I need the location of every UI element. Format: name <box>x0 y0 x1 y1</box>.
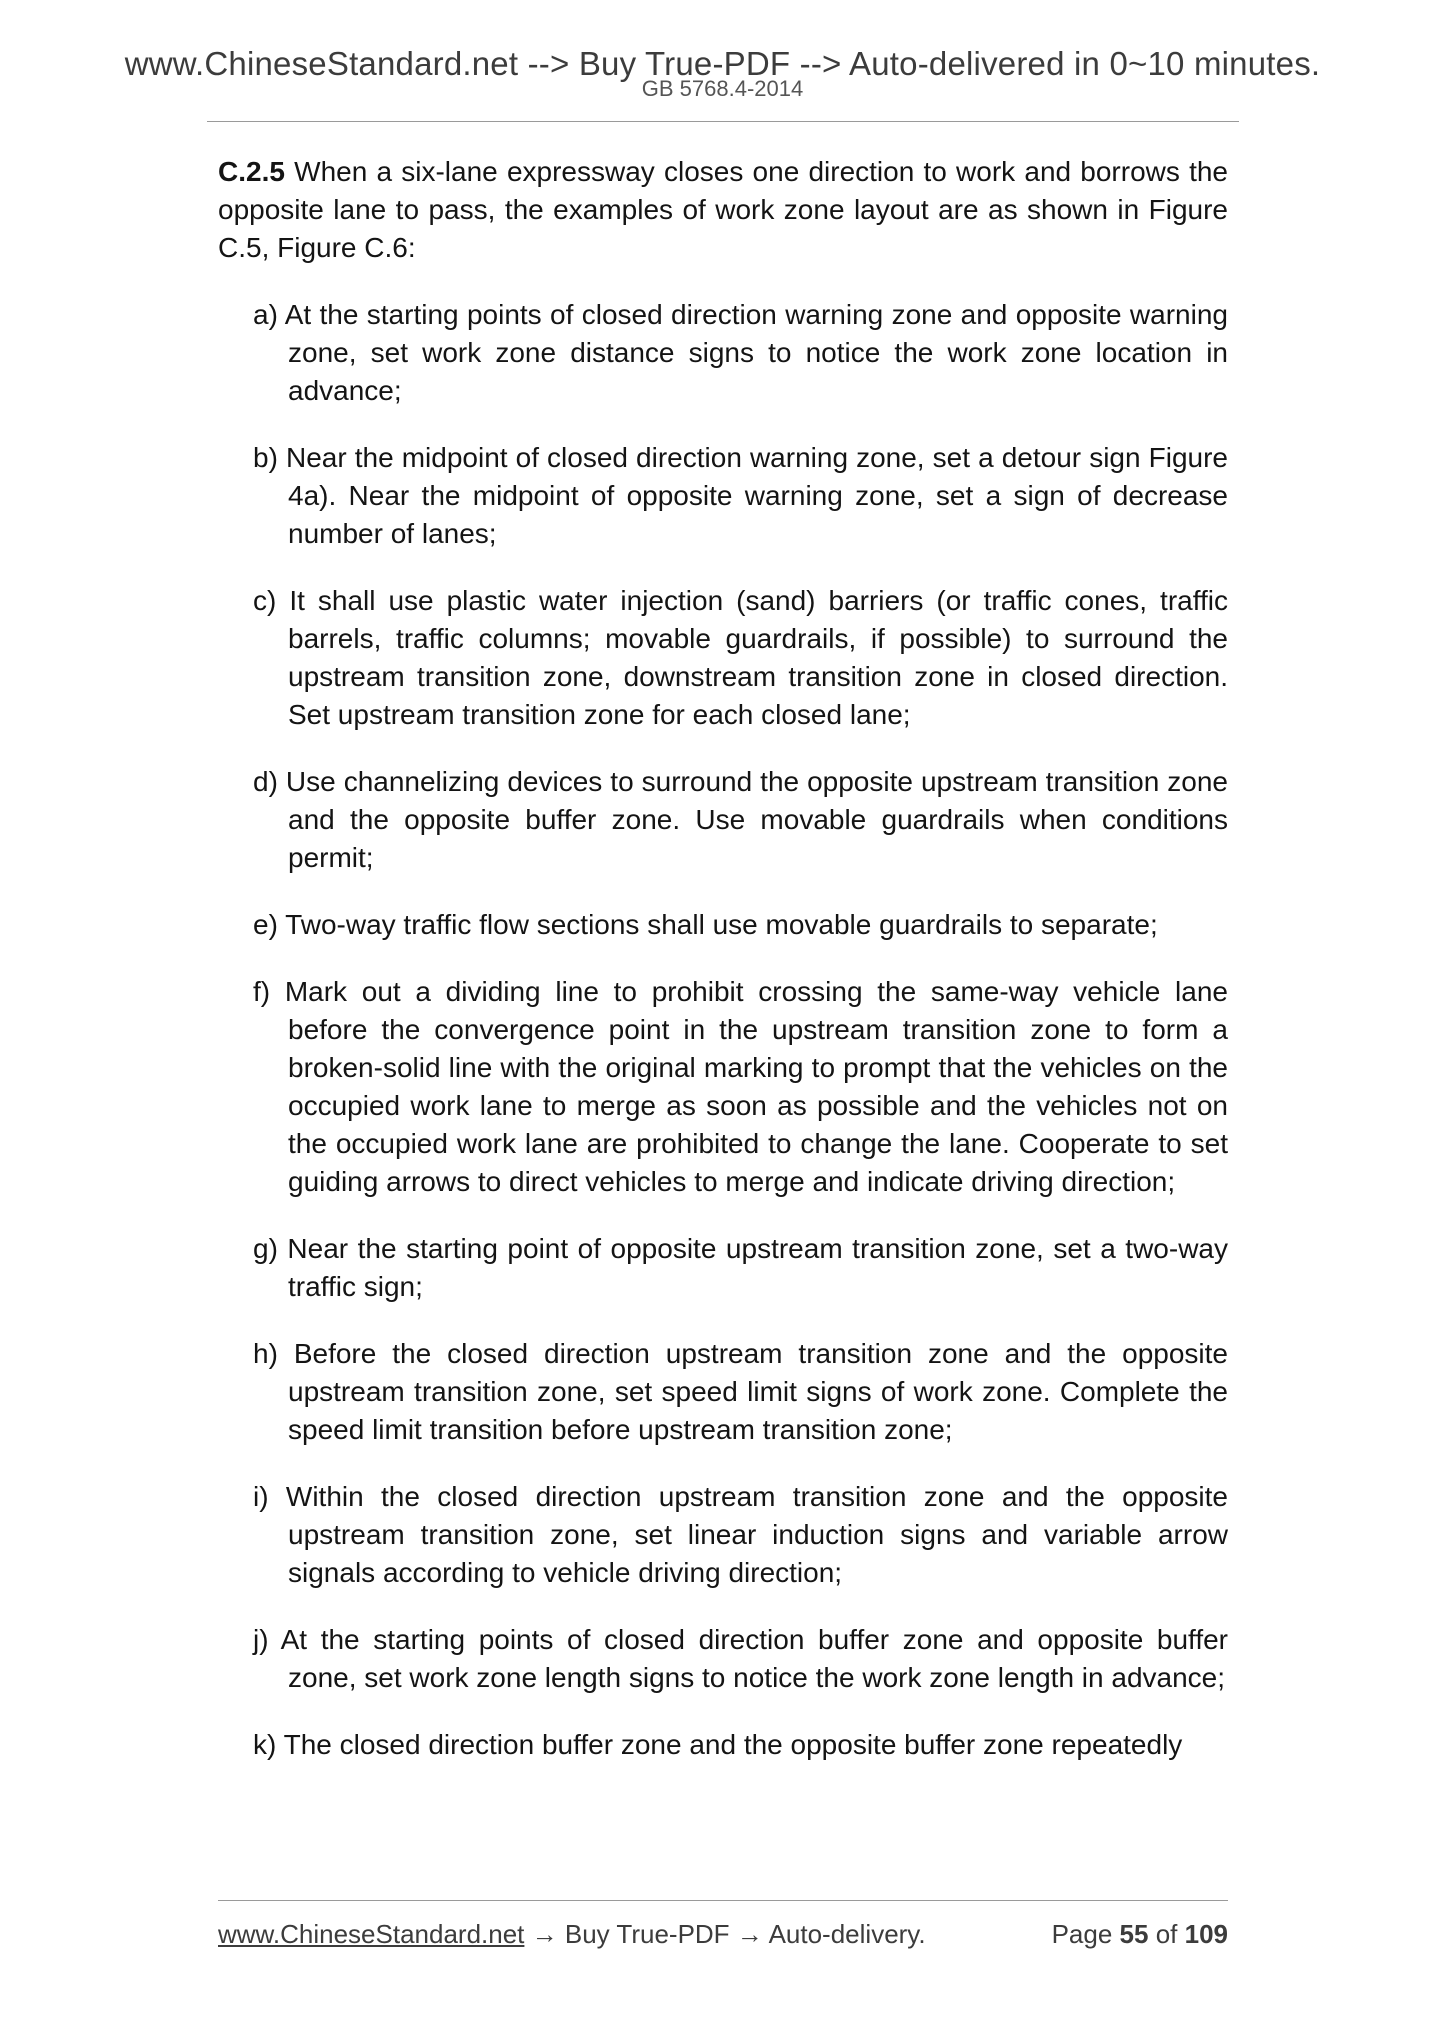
page-total: 109 <box>1184 1919 1228 1949</box>
page-footer <box>218 1918 1228 1950</box>
list-item: k) The closed direction buffer zone and the opposite buffer zone repeatedly <box>253 1729 1183 1760</box>
section-number: C.2.5 <box>218 156 285 187</box>
list-item: g) Near the starting point of opposite upstream transition zone, set a two-way traffic sign; <box>253 1233 1228 1302</box>
list-item: d) Use channelizing devices to surround the opposite upstream transition zone and the opposite buffer zone. Use movable guardrails when conditions permit; <box>253 766 1228 873</box>
section-text: When a six-lane expressway closes one direction to work and borrows the opposite lane to pass, the examples of work zone layout are as shown in Figure C.5, Figure C.6: <box>218 156 1228 263</box>
list-item: a) At the starting points of closed direction warning zone and opposite warning zone, set work zone distance signs to notice the work zone location in advance; <box>253 299 1228 406</box>
list-item: i) Within the closed direction upstream transition zone and the opposite upstream transition zone, set linear induction signs and variable arrow signals according to vehicle driving direction; <box>253 1481 1228 1588</box>
list-item: h) Before the closed direction upstream transition zone and the opposite upstream transition zone, set speed limit signs of work zone. Complete the speed limit transition before upstream transition zone; <box>253 1338 1228 1445</box>
page-indicator <box>1052 1918 1228 1950</box>
header-banner: www.ChineseStandard.net --> Buy True-PDF --> Auto-delivered in 0~10 minutes. <box>124 45 1321 82</box>
footer-divider <box>218 1900 1228 1901</box>
document-body <box>218 153 1228 1793</box>
page-of: of <box>1155 1919 1178 1949</box>
page-label: Page <box>1051 1919 1113 1949</box>
footer-text: → Buy True-PDF → Auto-delivery. <box>524 1919 926 1949</box>
list-item: b) Near the midpoint of closed direction warning zone, set a detour sign Figure 4a). Near the midpoint of opposite warning zone, set a sign of decrease number of lanes; <box>253 442 1228 549</box>
header-divider <box>207 121 1239 122</box>
list-item: j) At the starting points of closed direction buffer zone and opposite buffer zone, set work zone length signs to notice the work zone length in advance; <box>253 1624 1228 1693</box>
list-item: e) Two-way traffic flow sections shall use movable guardrails to separate; <box>253 909 1158 940</box>
list-item: f) Mark out a dividing line to prohibit crossing the same-way vehicle lane before the convergence point in the upstream transition zone to form a broken-solid line with the original marking to prompt that the vehicles on the occupied work lane to merge as soon as possible and the vehicles not on the occupied work lane are prohibited to change the lane. Cooperate to set guiding arrows to direct vehicles to merge and indicate driving direction; <box>253 976 1228 1197</box>
footer-site-link[interactable]: www.ChineseStandard.net <box>218 1919 525 1949</box>
page-current: 55 <box>1119 1919 1149 1949</box>
list-item: c) It shall use plastic water injection (sand) barriers (or traffic cones, traffic barrels, traffic columns; movable guardrails, if possible) to surround the upstream transition zone, downstream transition zone in closed direction. Set upstream transition zone for each closed lane; <box>253 585 1228 730</box>
section-paragraph <box>218 153 1228 267</box>
standard-code: GB 5768.4-2014 <box>641 76 804 101</box>
